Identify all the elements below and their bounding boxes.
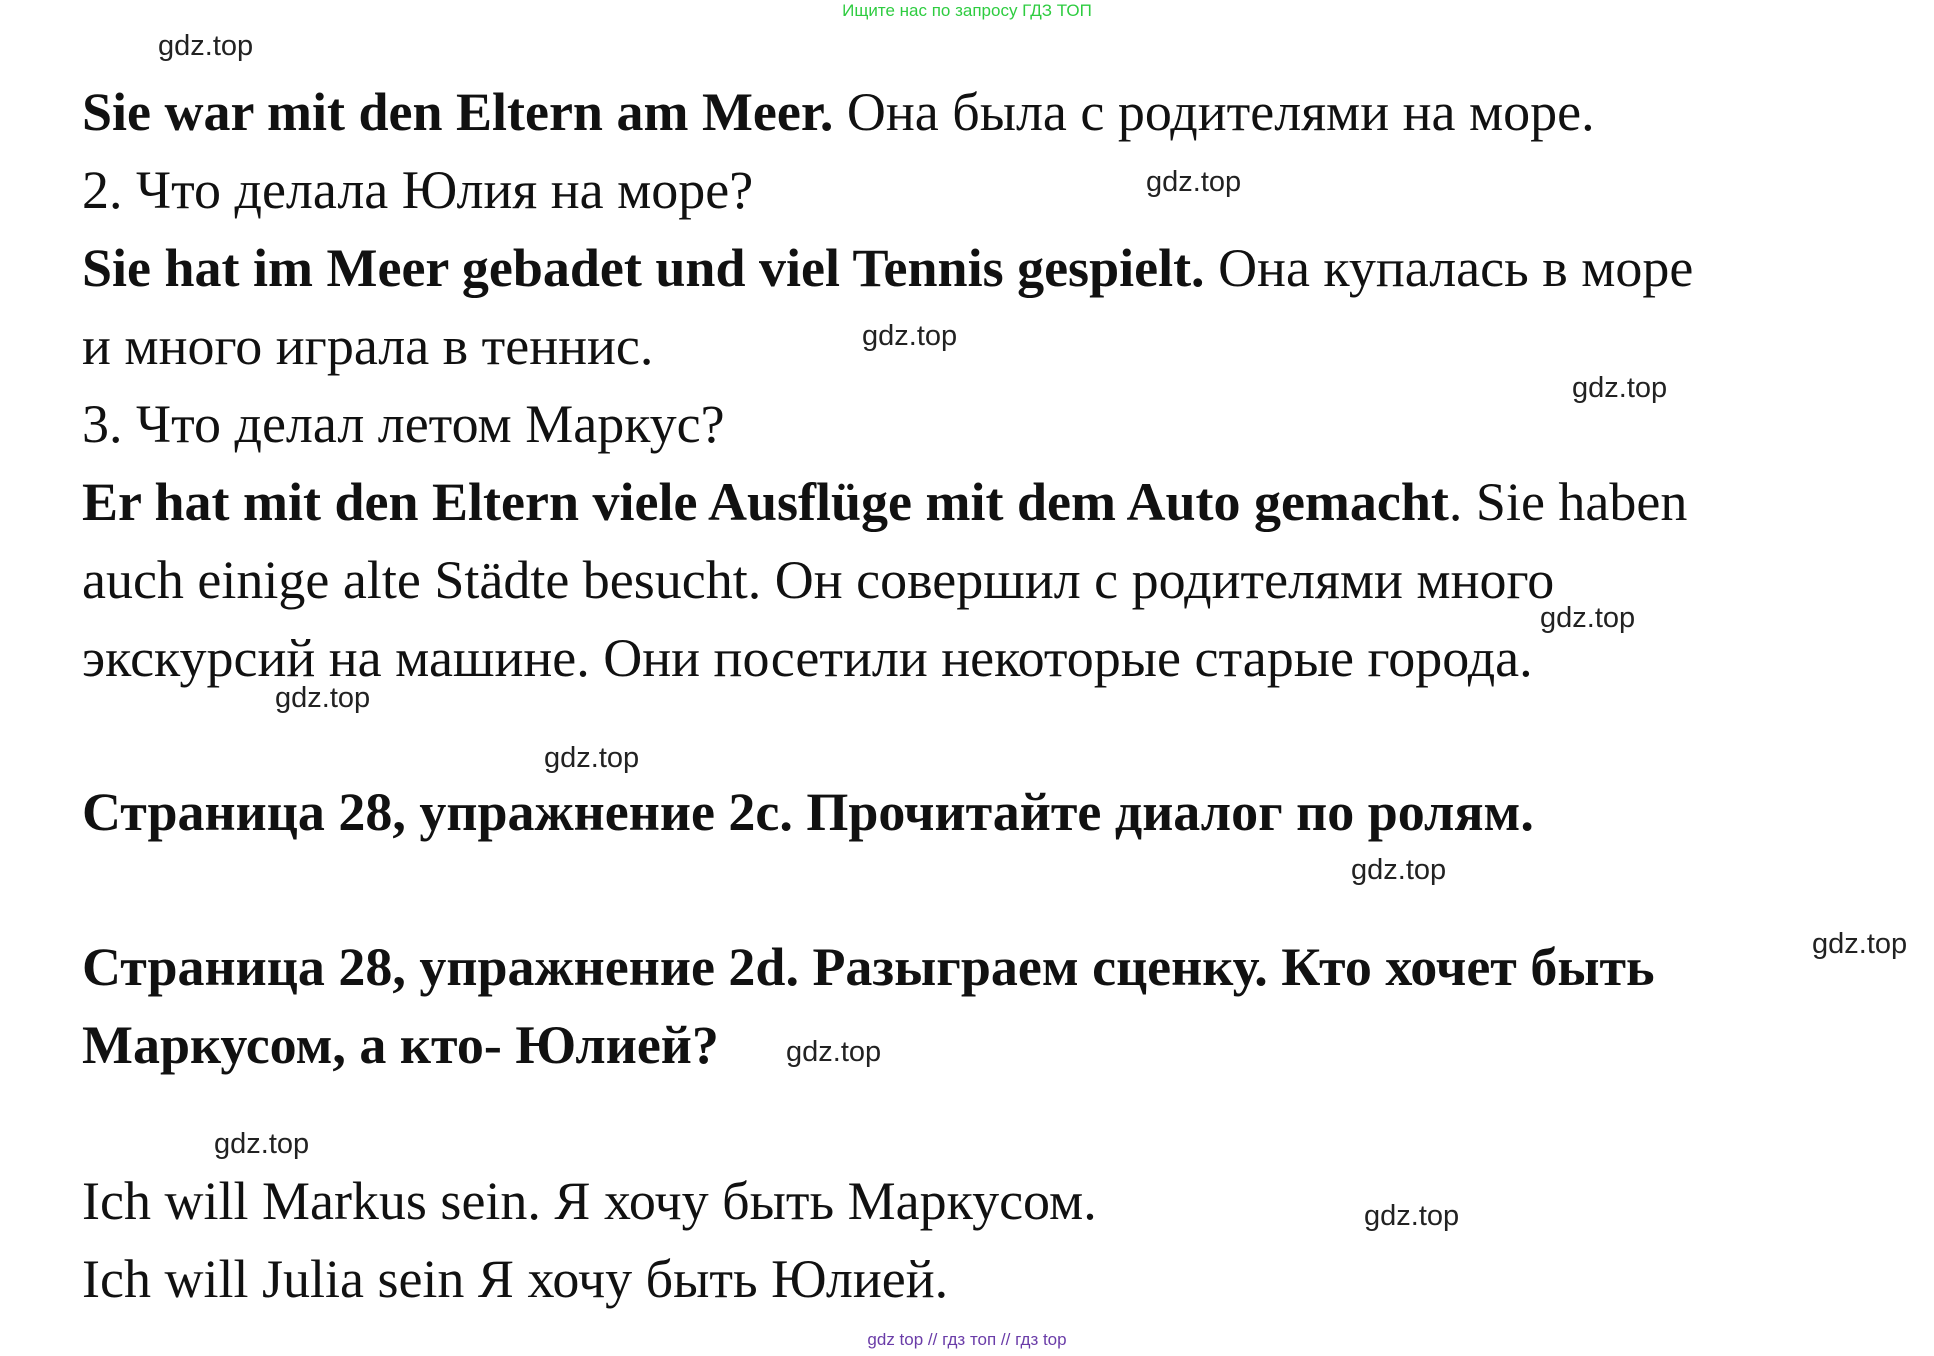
text-line-3 — [82, 236, 1693, 300]
footer-links: gdz top // гдз топ // гдз top — [867, 1330, 1067, 1349]
watermark: gdz.top — [1540, 602, 1636, 634]
watermark: gdz.top — [1572, 372, 1668, 404]
russian-translation: Она купалась в море — [1204, 238, 1694, 298]
german-sentence: Sie war mit den Eltern am Meer. — [82, 82, 834, 142]
watermark: gdz.top — [214, 1128, 310, 1160]
exercise-heading-2c: Страница 28, упражнение 2с. Прочитайте диалог по ролям. — [82, 782, 1534, 842]
question-2: 2. Что делала Юлия на море? — [82, 160, 754, 220]
watermark: gdz.top — [1364, 1200, 1460, 1232]
answer-line-2: Ich will Julia sein Я хочу быть Юлией. — [82, 1249, 949, 1309]
watermark: gdz.top — [862, 320, 958, 352]
watermark: gdz.top — [1812, 928, 1908, 960]
answer-line-1: Ich will Markus sein. Я хочу быть Маркусом. — [82, 1171, 1097, 1231]
german-continuation: . Sie haben — [1448, 472, 1688, 532]
exercise-heading-2d: Страница 28, упражнение 2d. Разыграем сценку. Кто хочет быть — [82, 937, 1655, 997]
russian-translation: Она была с родителями на море. — [833, 82, 1595, 142]
text-line-7: auch einige alte Städte besucht. Он совершил с родителями много — [82, 550, 1555, 610]
top-banner: Ищите нас по запросу ГДЗ ТОП — [842, 1, 1092, 20]
watermark: gdz.top — [1146, 166, 1242, 198]
text-line-6 — [82, 470, 1687, 534]
german-sentence: Er hat mit den Eltern viele Ausflüge mit dem Auto gemacht — [82, 472, 1449, 532]
text-line-4: и много играла в теннис. — [82, 316, 654, 376]
watermark: gdz.top — [1351, 854, 1447, 886]
text-line-8: экскурсий на машине. Они посетили некоторые старые города. — [82, 628, 1533, 688]
text-line-1 — [82, 80, 1595, 144]
watermark: gdz.top — [544, 742, 640, 774]
german-sentence: Sie hat im Meer gebadet und viel Tennis gespielt. — [82, 238, 1205, 298]
question-3: 3. Что делал летом Маркус? — [82, 394, 725, 454]
watermark: gdz.top — [158, 30, 254, 62]
watermark: gdz.top — [275, 682, 371, 714]
exercise-heading-2d-continued: Маркусом, а кто- Юлией? — [82, 1015, 719, 1075]
watermark: gdz.top — [786, 1036, 882, 1068]
